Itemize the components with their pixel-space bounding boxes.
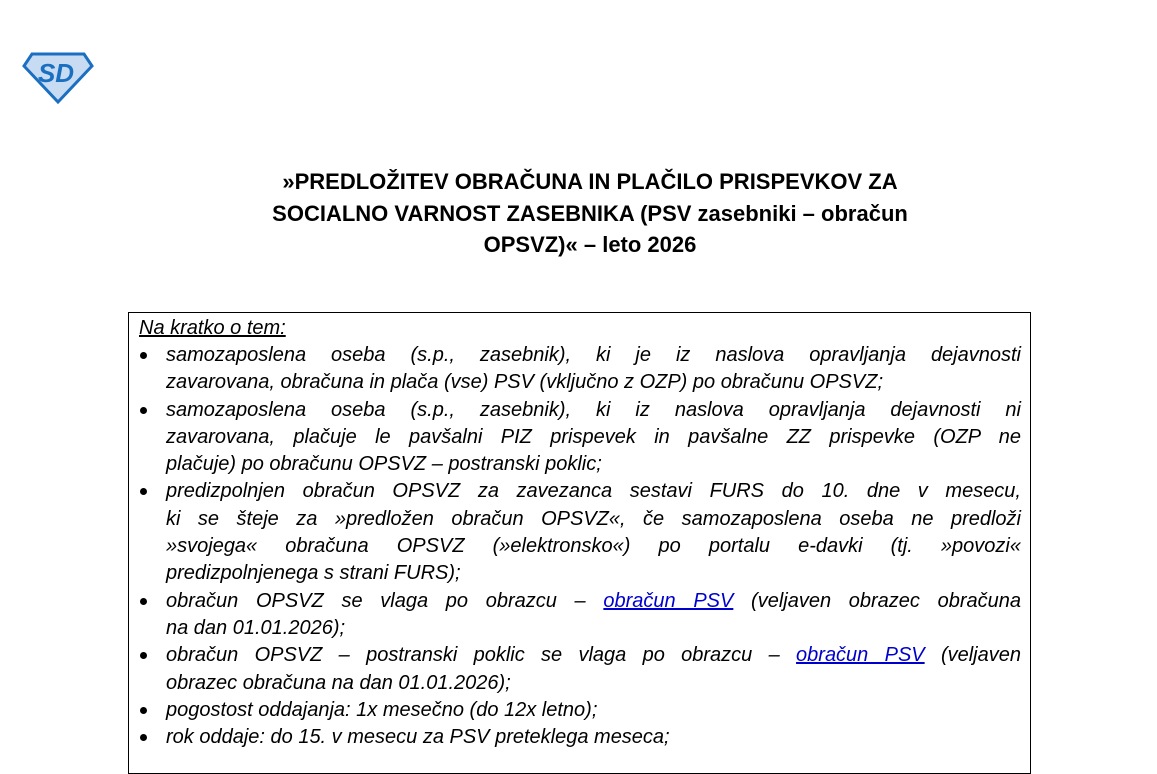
- list-item-line: na dan 01.01.2026);: [166, 616, 346, 639]
- list-item-line: ki se šteje za »predložen obračun OPSVZ«, če samozaposlena oseba ne predloži: [166, 507, 1021, 530]
- list-item: [129, 342, 1030, 397]
- company-logo: [22, 50, 94, 104]
- list-item-line: predizpolnjen obračun OPSVZ za zavezanca sestavi FURS do 10. dne v mesecu,: [166, 480, 1021, 503]
- summary-box: [128, 312, 1031, 774]
- list-item: [129, 724, 1030, 751]
- list-item-line: obračun OPSVZ – postranski poklic se vlaga po obrazcu – obračun PSV (veljaven: [166, 644, 1021, 667]
- list-item-line: predizpolnjenega s strani FURS);: [166, 562, 461, 585]
- list-item: [129, 478, 1030, 587]
- document-title: [150, 166, 1030, 261]
- list-item-line: plačuje) po obračunu OPSVZ – postranski poklic;: [166, 453, 602, 476]
- list-item: [129, 697, 1030, 724]
- list-item-line: »svojega« obračuna OPSVZ (»elektronsko«) po portalu e-davki (tj. »povozi«: [166, 535, 1021, 558]
- bullet-icon: [140, 407, 147, 414]
- list-item: [129, 588, 1030, 643]
- title-line: SOCIALNO VARNOST ZASEBNIKA (PSV zasebniki – obračun: [272, 200, 908, 226]
- list-item-line: samozaposlena oseba (s.p., zasebnik), ki iz naslova opravljanja dejavnosti ni: [166, 398, 1021, 421]
- bullet-icon: [140, 352, 147, 359]
- list-item-line: obračun OPSVZ se vlaga po obrazcu – obračun PSV (veljaven obrazec obračuna: [166, 589, 1021, 612]
- list-item-line: zavarovana, obračuna in plača (vse) PSV (vključno z OZP) po obračunu OPSVZ;: [166, 371, 884, 394]
- bullet-icon: [140, 488, 147, 495]
- list-item-line: samozaposlena oseba (s.p., zasebnik), ki je iz naslova opravljanja dejavnosti: [166, 344, 1021, 366]
- bullet-icon: [140, 652, 147, 659]
- summary-heading: Na kratko o tem:: [139, 317, 286, 339]
- obracun-psv-link[interactable]: obračun PSV: [796, 644, 925, 667]
- list-item-line: zavarovana, plačuje le pavšalni PIZ prispevek in pavšalne ZZ prispevke (OZP ne: [166, 425, 1021, 448]
- summary-list: [129, 342, 1030, 751]
- list-item: [129, 642, 1030, 697]
- title-line: OPSVZ)« – leto 2026: [483, 232, 697, 257]
- title-line: »PREDLOŽITEV OBRAČUNA IN PLAČILO PRISPEVKOV ZA: [282, 169, 898, 194]
- list-item-line: obrazec obračuna na dan 01.01.2026);: [166, 671, 511, 694]
- list-item: [129, 397, 1030, 479]
- bullet-icon: [140, 734, 147, 741]
- bullet-icon: [140, 598, 147, 605]
- bullet-icon: [140, 707, 147, 714]
- list-item-line: pogostost oddajanja: 1x mesečno (do 12x letno);: [166, 698, 598, 721]
- obracun-psv-link[interactable]: obračun PSV: [603, 589, 734, 612]
- svg-text:SD: SD: [37, 58, 75, 88]
- list-item-line: rok oddaje: do 15. v mesecu za PSV preteklega meseca;: [166, 726, 670, 749]
